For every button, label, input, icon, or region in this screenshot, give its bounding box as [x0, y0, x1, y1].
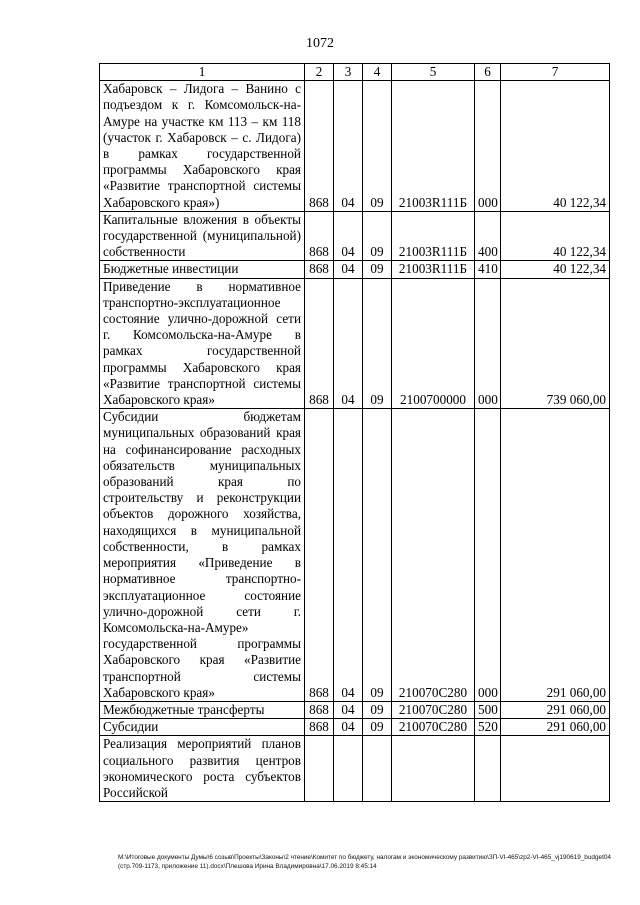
cell-target-article: 210070С280 [392, 409, 475, 702]
cell-target-article: 21003R111Б [392, 261, 475, 278]
row-name: Реализация мероприятий планов социального развития центров экономического роста субъектов Российской [100, 736, 305, 802]
cell-ministry: 868 [305, 719, 334, 736]
cell-amount: 40 122,34 [501, 211, 610, 261]
cell-amount: 40 122,34 [501, 81, 610, 212]
cell-subsection: 09 [363, 719, 392, 736]
cell-ministry: 868 [305, 701, 334, 718]
cell-section: 04 [334, 278, 363, 409]
col-header: 1 [100, 64, 305, 81]
cell-section [334, 736, 363, 802]
cell-expense-type: 000 [475, 278, 501, 409]
table-row [100, 278, 610, 409]
table-row [100, 701, 610, 718]
cell-amount [501, 736, 610, 802]
row-name: Субсидии [100, 719, 305, 736]
cell-section: 04 [334, 211, 363, 261]
cell-amount: 40 122,34 [501, 261, 610, 278]
cell-target-article [392, 736, 475, 802]
row-name: Приведение в нормативное транспортно-эксплуатационное состояние улично-дорожной сети г. Комсомольска-на-Амуре в рамках государственной программы Хабаровского края «Развитие транспортной системы Хабаровского края» [100, 278, 305, 409]
row-name: Капитальные вложения в объекты государственной (муниципальной) собственности [100, 211, 305, 261]
document-footer-path: M:\Итоговые документы Думы\6 созыв\Проекты\Законы\2 чтение\Комитет по бюджету, налогам и экономическому развитию\ЗП-VI-465\zp2-VI-465_vj190619_budget04 (стр.709-1173, приложение 11).docx\Плешова Ирина Владимировна\17.06.2019 8:45:14 [118, 854, 611, 870]
cell-expense-type: 000 [475, 81, 501, 212]
table-row [100, 261, 610, 278]
cell-expense-type [475, 736, 501, 802]
table-header-row [100, 64, 610, 81]
cell-amount: 291 060,00 [501, 701, 610, 718]
col-header: 3 [334, 64, 363, 81]
col-header: 5 [392, 64, 475, 81]
cell-subsection [363, 736, 392, 802]
cell-subsection: 09 [363, 409, 392, 702]
cell-subsection: 09 [363, 701, 392, 718]
table-row [100, 736, 610, 802]
table-row [100, 409, 610, 702]
cell-expense-type: 000 [475, 409, 501, 702]
cell-section: 04 [334, 719, 363, 736]
cell-target-article: 21003R111Б [392, 211, 475, 261]
cell-section: 04 [334, 701, 363, 718]
cell-amount: 291 060,00 [501, 409, 610, 702]
budget-table [99, 63, 610, 802]
row-name: Бюджетные инвестиции [100, 261, 305, 278]
cell-expense-type: 520 [475, 719, 501, 736]
cell-expense-type: 400 [475, 211, 501, 261]
cell-section: 04 [334, 409, 363, 702]
cell-ministry: 868 [305, 409, 334, 702]
cell-target-article: 21003R111Б [392, 81, 475, 212]
cell-target-article: 210070С280 [392, 719, 475, 736]
cell-expense-type: 500 [475, 701, 501, 718]
cell-subsection: 09 [363, 81, 392, 212]
cell-ministry: 868 [305, 278, 334, 409]
cell-expense-type: 410 [475, 261, 501, 278]
row-name: Субсидии бюджетам муниципальных образований края на софинансирование расходных обязательств муниципальных образований края по строительству и реконструкции объектов дорожного хозяйства, находящихся в муниципальной собственности, в рамках мероприятия «Приведение в нормативное транспортно-эксплуатационное состояние улично-дорожной сети г. Комсомольска-на-Амуре» государственной программы Хабаровского края «Развитие транспортной системы Хабаровского края» [100, 409, 305, 702]
col-header: 7 [501, 64, 610, 81]
page-number: 1072 [306, 36, 334, 51]
cell-ministry: 868 [305, 81, 334, 212]
row-name: Хабаровск – Лидога – Ванино с подъездом к г. Комсомольск-на-Амуре на участке км 113 – км 118 (участок г. Хабаровск – с. Лидога) в рамках государственной программы Хабаровского края «Развитие транспортной системы Хабаровского края») [100, 81, 305, 212]
cell-ministry [305, 736, 334, 802]
cell-amount: 291 060,00 [501, 719, 610, 736]
col-header: 4 [363, 64, 392, 81]
col-header: 2 [305, 64, 334, 81]
cell-ministry: 868 [305, 261, 334, 278]
cell-subsection: 09 [363, 261, 392, 278]
cell-amount: 739 060,00 [501, 278, 610, 409]
cell-target-article: 210070С280 [392, 701, 475, 718]
cell-section: 04 [334, 81, 363, 212]
col-header: 6 [475, 64, 501, 81]
table-row [100, 211, 610, 261]
table-row [100, 81, 610, 212]
cell-target-article: 2100700000 [392, 278, 475, 409]
cell-subsection: 09 [363, 211, 392, 261]
cell-section: 04 [334, 261, 363, 278]
table-row [100, 719, 610, 736]
cell-subsection: 09 [363, 278, 392, 409]
row-name: Межбюджетные трансферты [100, 701, 305, 718]
cell-ministry: 868 [305, 211, 334, 261]
